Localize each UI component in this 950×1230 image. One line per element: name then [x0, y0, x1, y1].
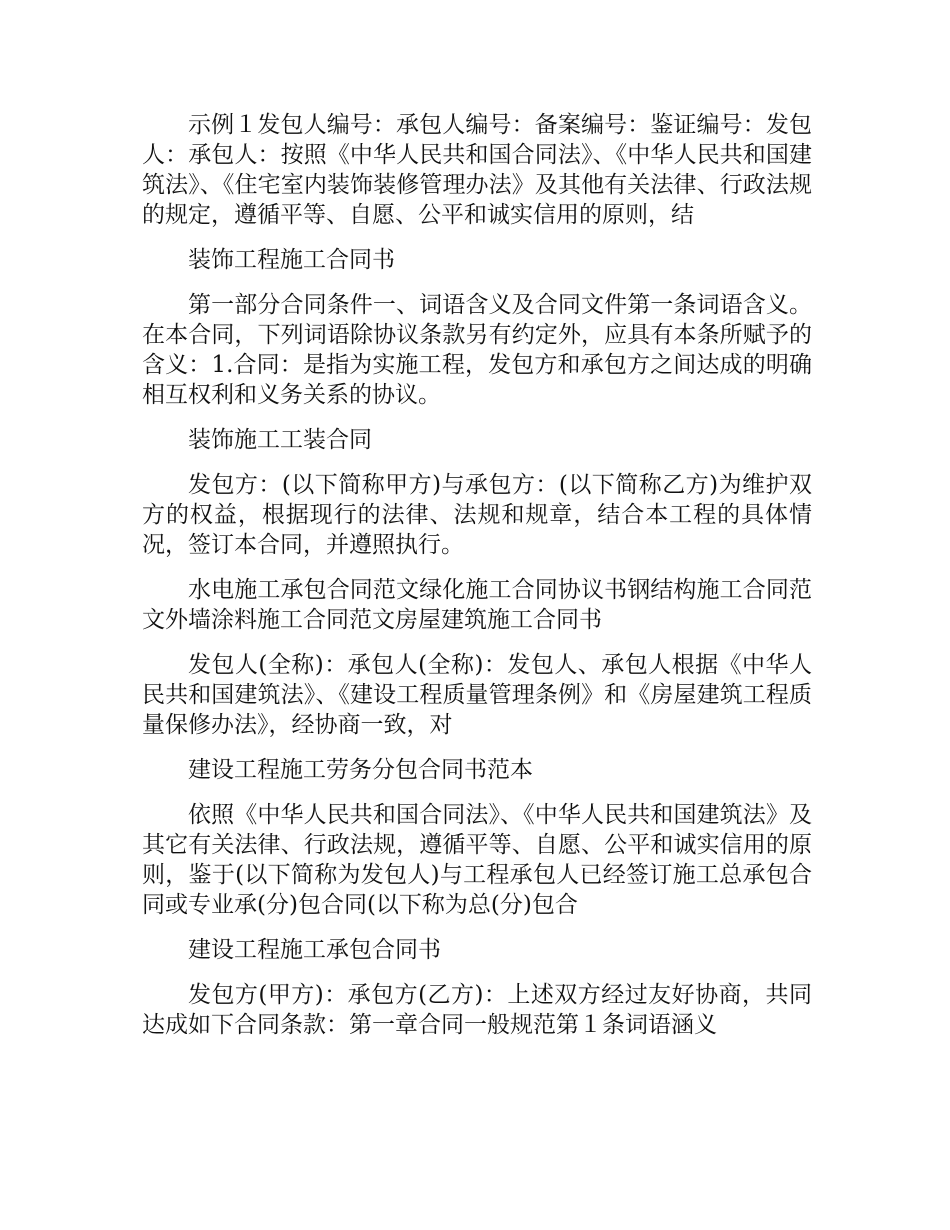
paragraph-general-terms: 发包方(甲方)：承包方(乙方)：上述双方经过友好协商，共同达成如下合同条款：第一章合同一般规范第１条词语涵义 — [142, 982, 812, 1038]
heading-decoration-contract: 装饰工程施工合同书 — [188, 247, 395, 273]
paragraph-legal-basis: 依照《中华人民共和国合同法》、《中华人民共和国建筑法》及其它有关法律、行政法规，遵循平等、自愿、公平和诚实信用的原则，鉴于(以下简称为发包人)与工程承包人已经签订施工总承包合同或专业承(分)包合同(以下称为总(分)包合 — [142, 802, 812, 918]
heading-labor-subcontract: 建设工程施工劳务分包合同书范本 — [188, 757, 533, 783]
paragraph-parties: 发包方：(以下简称甲方)与承包方：(以下简称乙方)为维护双方的权益，根据现行的法律、法规和规章，结合本工程的具体情况，签订本合同，并遵照执行。 — [142, 472, 812, 558]
paragraph-contract-conditions: 第一部分合同条件一、词语含义及合同文件第一条词语含义。在本合同，下列词语除协议条款另有约定外，应具有本条所赋予的含义：1.合同：是指为实施工程，发包方和承包方之间达成的明确相互权利和义务关系的协议。 — [142, 292, 812, 408]
paragraph-warranty-basis: 发包人(全称)：承包人(全称)：发包人、承包人根据《中华人民共和国建筑法》、《建设工程质量管理条例》和《房屋建筑工程质量保修办法》，经协商一致，对 — [142, 652, 812, 738]
paragraph-contract-intro: 示例１发包人编号：承包人编号：备案编号：鉴证编号：发包人：承包人：按照《中华人民共和国合同法》、《中华人民共和国建筑法》、《住宅室内装饰装修管理办法》及其他有关法律、行政法规的规定，遵循平等、自愿、公平和诚实信用的原则，结 — [142, 112, 812, 228]
heading-construction-contract: 建设工程施工承包合同书 — [188, 937, 441, 963]
heading-decoration-install-contract: 装饰施工工装合同 — [188, 427, 372, 453]
document-body — [142, 110, 812, 1055]
paragraph-related-templates: 水电施工承包合同范文绿化施工合同协议书钢结构施工合同范文外墙涂料施工合同范文房屋建筑施工合同书 — [142, 577, 812, 633]
